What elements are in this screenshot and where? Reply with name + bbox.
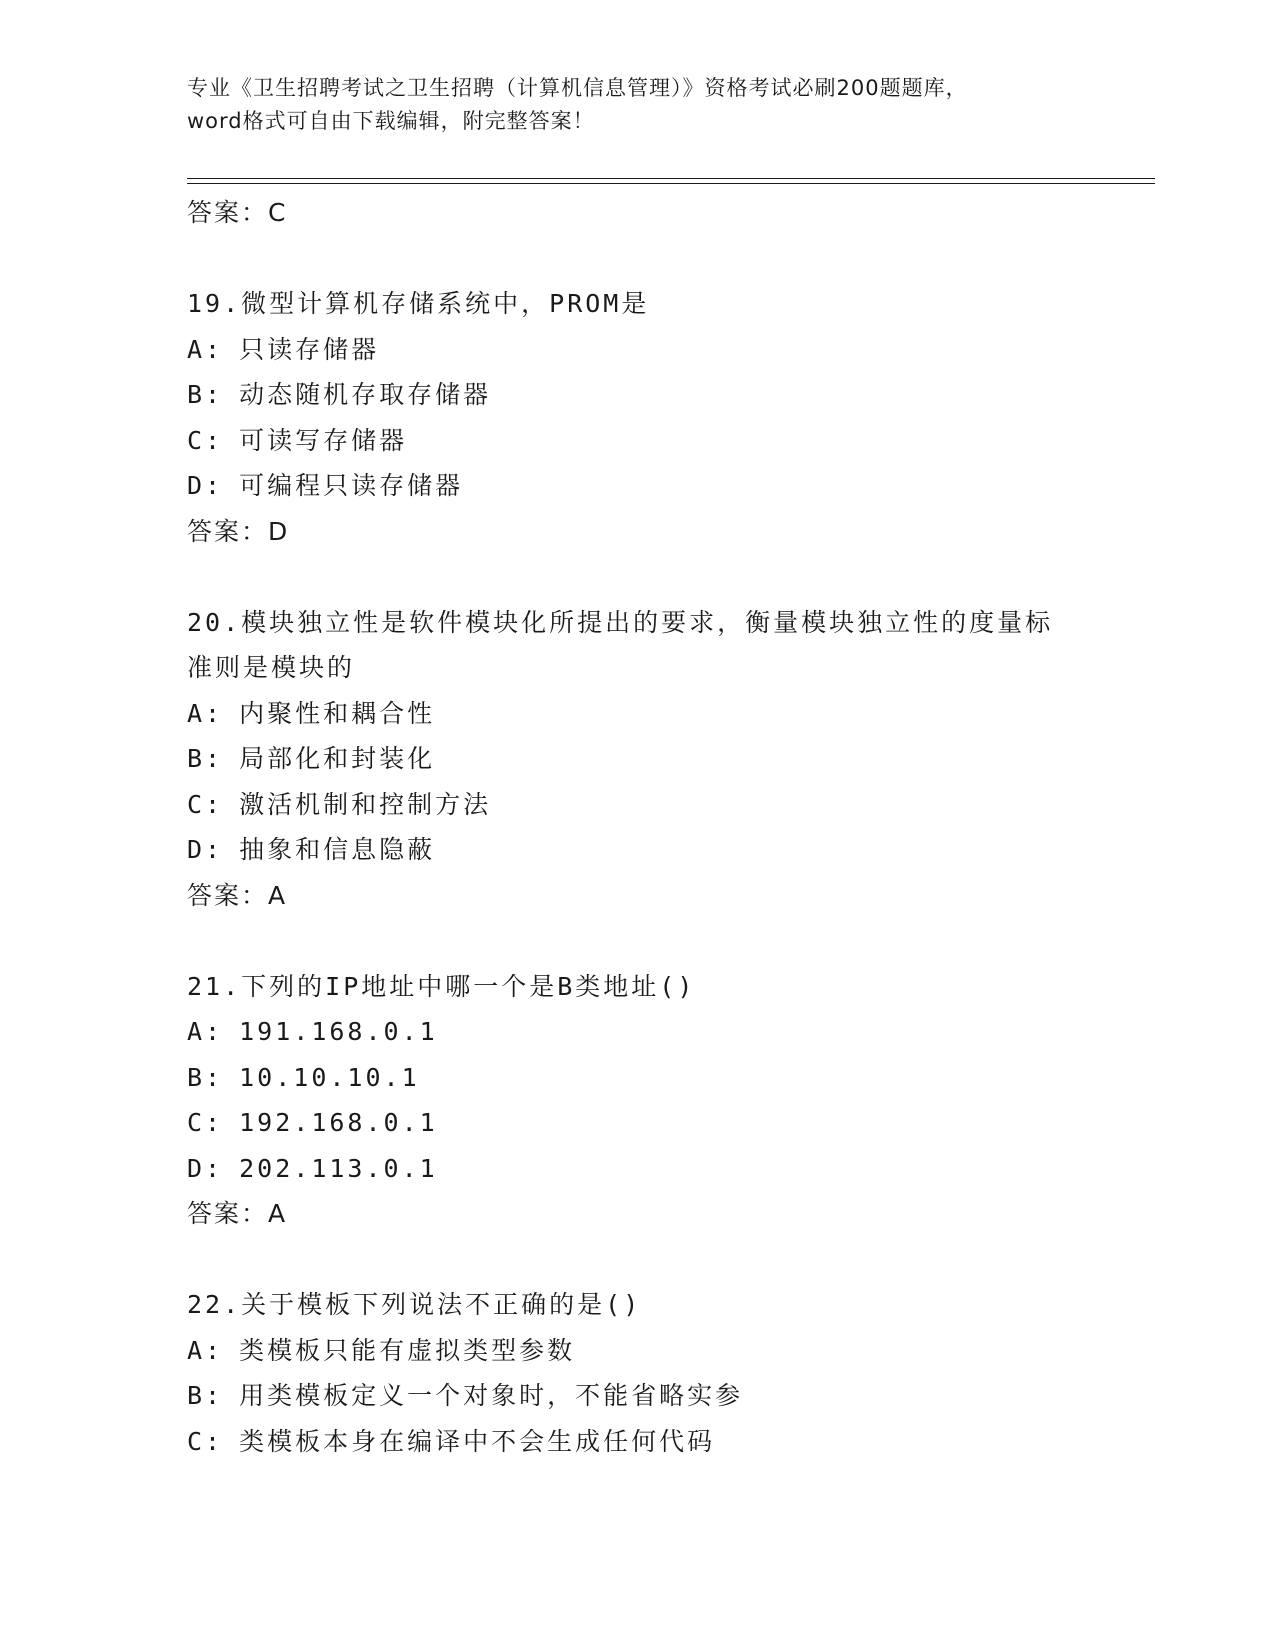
option-c bbox=[187, 782, 1147, 828]
option-b bbox=[187, 1055, 1147, 1101]
spacer bbox=[187, 236, 1147, 282]
option-text: 抽象和信息隐蔽 bbox=[239, 835, 436, 864]
option-key: D: bbox=[187, 835, 224, 864]
header-title-line-1: 专业《卫生招聘考试之卫生招聘（计算机信息管理）》资格考试必刷200题题库， bbox=[187, 76, 968, 100]
question-stem: 19.微型计算机存储系统中，PROM是 bbox=[187, 289, 650, 318]
option-text: 用类模板定义一个对象时，不能省略实参 bbox=[239, 1381, 744, 1410]
option-c bbox=[187, 1419, 1147, 1465]
option-c bbox=[187, 418, 1147, 464]
option-text: 动态随机存取存储器 bbox=[239, 380, 492, 409]
option-b bbox=[187, 736, 1147, 782]
answer-line: 答案：A bbox=[187, 1199, 288, 1228]
option-text: 192.168.0.1 bbox=[239, 1108, 438, 1137]
option-a bbox=[187, 691, 1147, 737]
option-text: 激活机制和控制方法 bbox=[239, 789, 492, 819]
option-key: B: bbox=[187, 1062, 224, 1092]
question-stem: 22.关于模板下列说法不正确的是() bbox=[187, 1290, 642, 1319]
option-text: 只读存储器 bbox=[239, 334, 380, 364]
answer-line: 答案：D bbox=[187, 516, 290, 546]
header-divider bbox=[187, 178, 1155, 184]
option-key: C: bbox=[187, 1108, 224, 1137]
option-text: 内聚性和耦合性 bbox=[239, 698, 436, 728]
page-header bbox=[187, 72, 1087, 138]
option-key: A: bbox=[187, 698, 224, 728]
option-key: B: bbox=[187, 744, 224, 773]
option-text: 类模板本身在编译中不会生成任何代码 bbox=[239, 1426, 716, 1456]
option-text: 10.10.10.1 bbox=[239, 1062, 420, 1092]
option-key: C: bbox=[187, 1426, 224, 1456]
option-text: 可编程只读存储器 bbox=[239, 471, 464, 500]
option-a bbox=[187, 327, 1147, 373]
option-key: A: bbox=[187, 1335, 224, 1365]
question-block bbox=[187, 600, 1147, 919]
question-block bbox=[187, 964, 1147, 1237]
option-a bbox=[187, 1328, 1147, 1374]
option-text: 类模板只能有虚拟类型参数 bbox=[239, 1335, 576, 1365]
option-text: 可读写存储器 bbox=[239, 425, 408, 455]
option-d bbox=[187, 1146, 1147, 1192]
option-text: 191.168.0.1 bbox=[239, 1017, 438, 1046]
option-key: D: bbox=[187, 471, 224, 500]
option-d bbox=[187, 463, 1147, 509]
question-block bbox=[187, 281, 1147, 554]
option-key: D: bbox=[187, 1153, 224, 1183]
spacer bbox=[187, 918, 1147, 964]
option-key: C: bbox=[187, 425, 224, 455]
question-stem: 21.下列的IP地址中哪一个是B类地址() bbox=[187, 971, 696, 1001]
spacer bbox=[187, 1237, 1147, 1283]
option-key: A: bbox=[187, 334, 224, 364]
option-key: C: bbox=[187, 789, 224, 819]
question-stem-continued: 准则是模块的 bbox=[187, 653, 356, 682]
answer-line: 答案：C bbox=[187, 198, 288, 227]
question-stem: 20.模块独立性是软件模块化所提出的要求，衡量模块独立性的度量标 bbox=[187, 607, 1054, 637]
option-key: A: bbox=[187, 1017, 224, 1046]
option-a bbox=[187, 1009, 1147, 1055]
option-key: B: bbox=[187, 380, 224, 409]
option-d bbox=[187, 827, 1147, 873]
question-list bbox=[187, 190, 1147, 1464]
option-c bbox=[187, 1100, 1147, 1146]
spacer bbox=[187, 554, 1147, 600]
option-text: 局部化和封装化 bbox=[239, 744, 436, 773]
option-b bbox=[187, 1373, 1147, 1419]
option-text: 202.113.0.1 bbox=[239, 1153, 438, 1183]
option-b bbox=[187, 372, 1147, 418]
header-title-line-2: word格式可自由下载编辑，附完整答案！ bbox=[187, 109, 595, 133]
question-block bbox=[187, 1282, 1147, 1464]
answer-line: 答案：A bbox=[187, 880, 288, 910]
option-key: B: bbox=[187, 1381, 224, 1410]
